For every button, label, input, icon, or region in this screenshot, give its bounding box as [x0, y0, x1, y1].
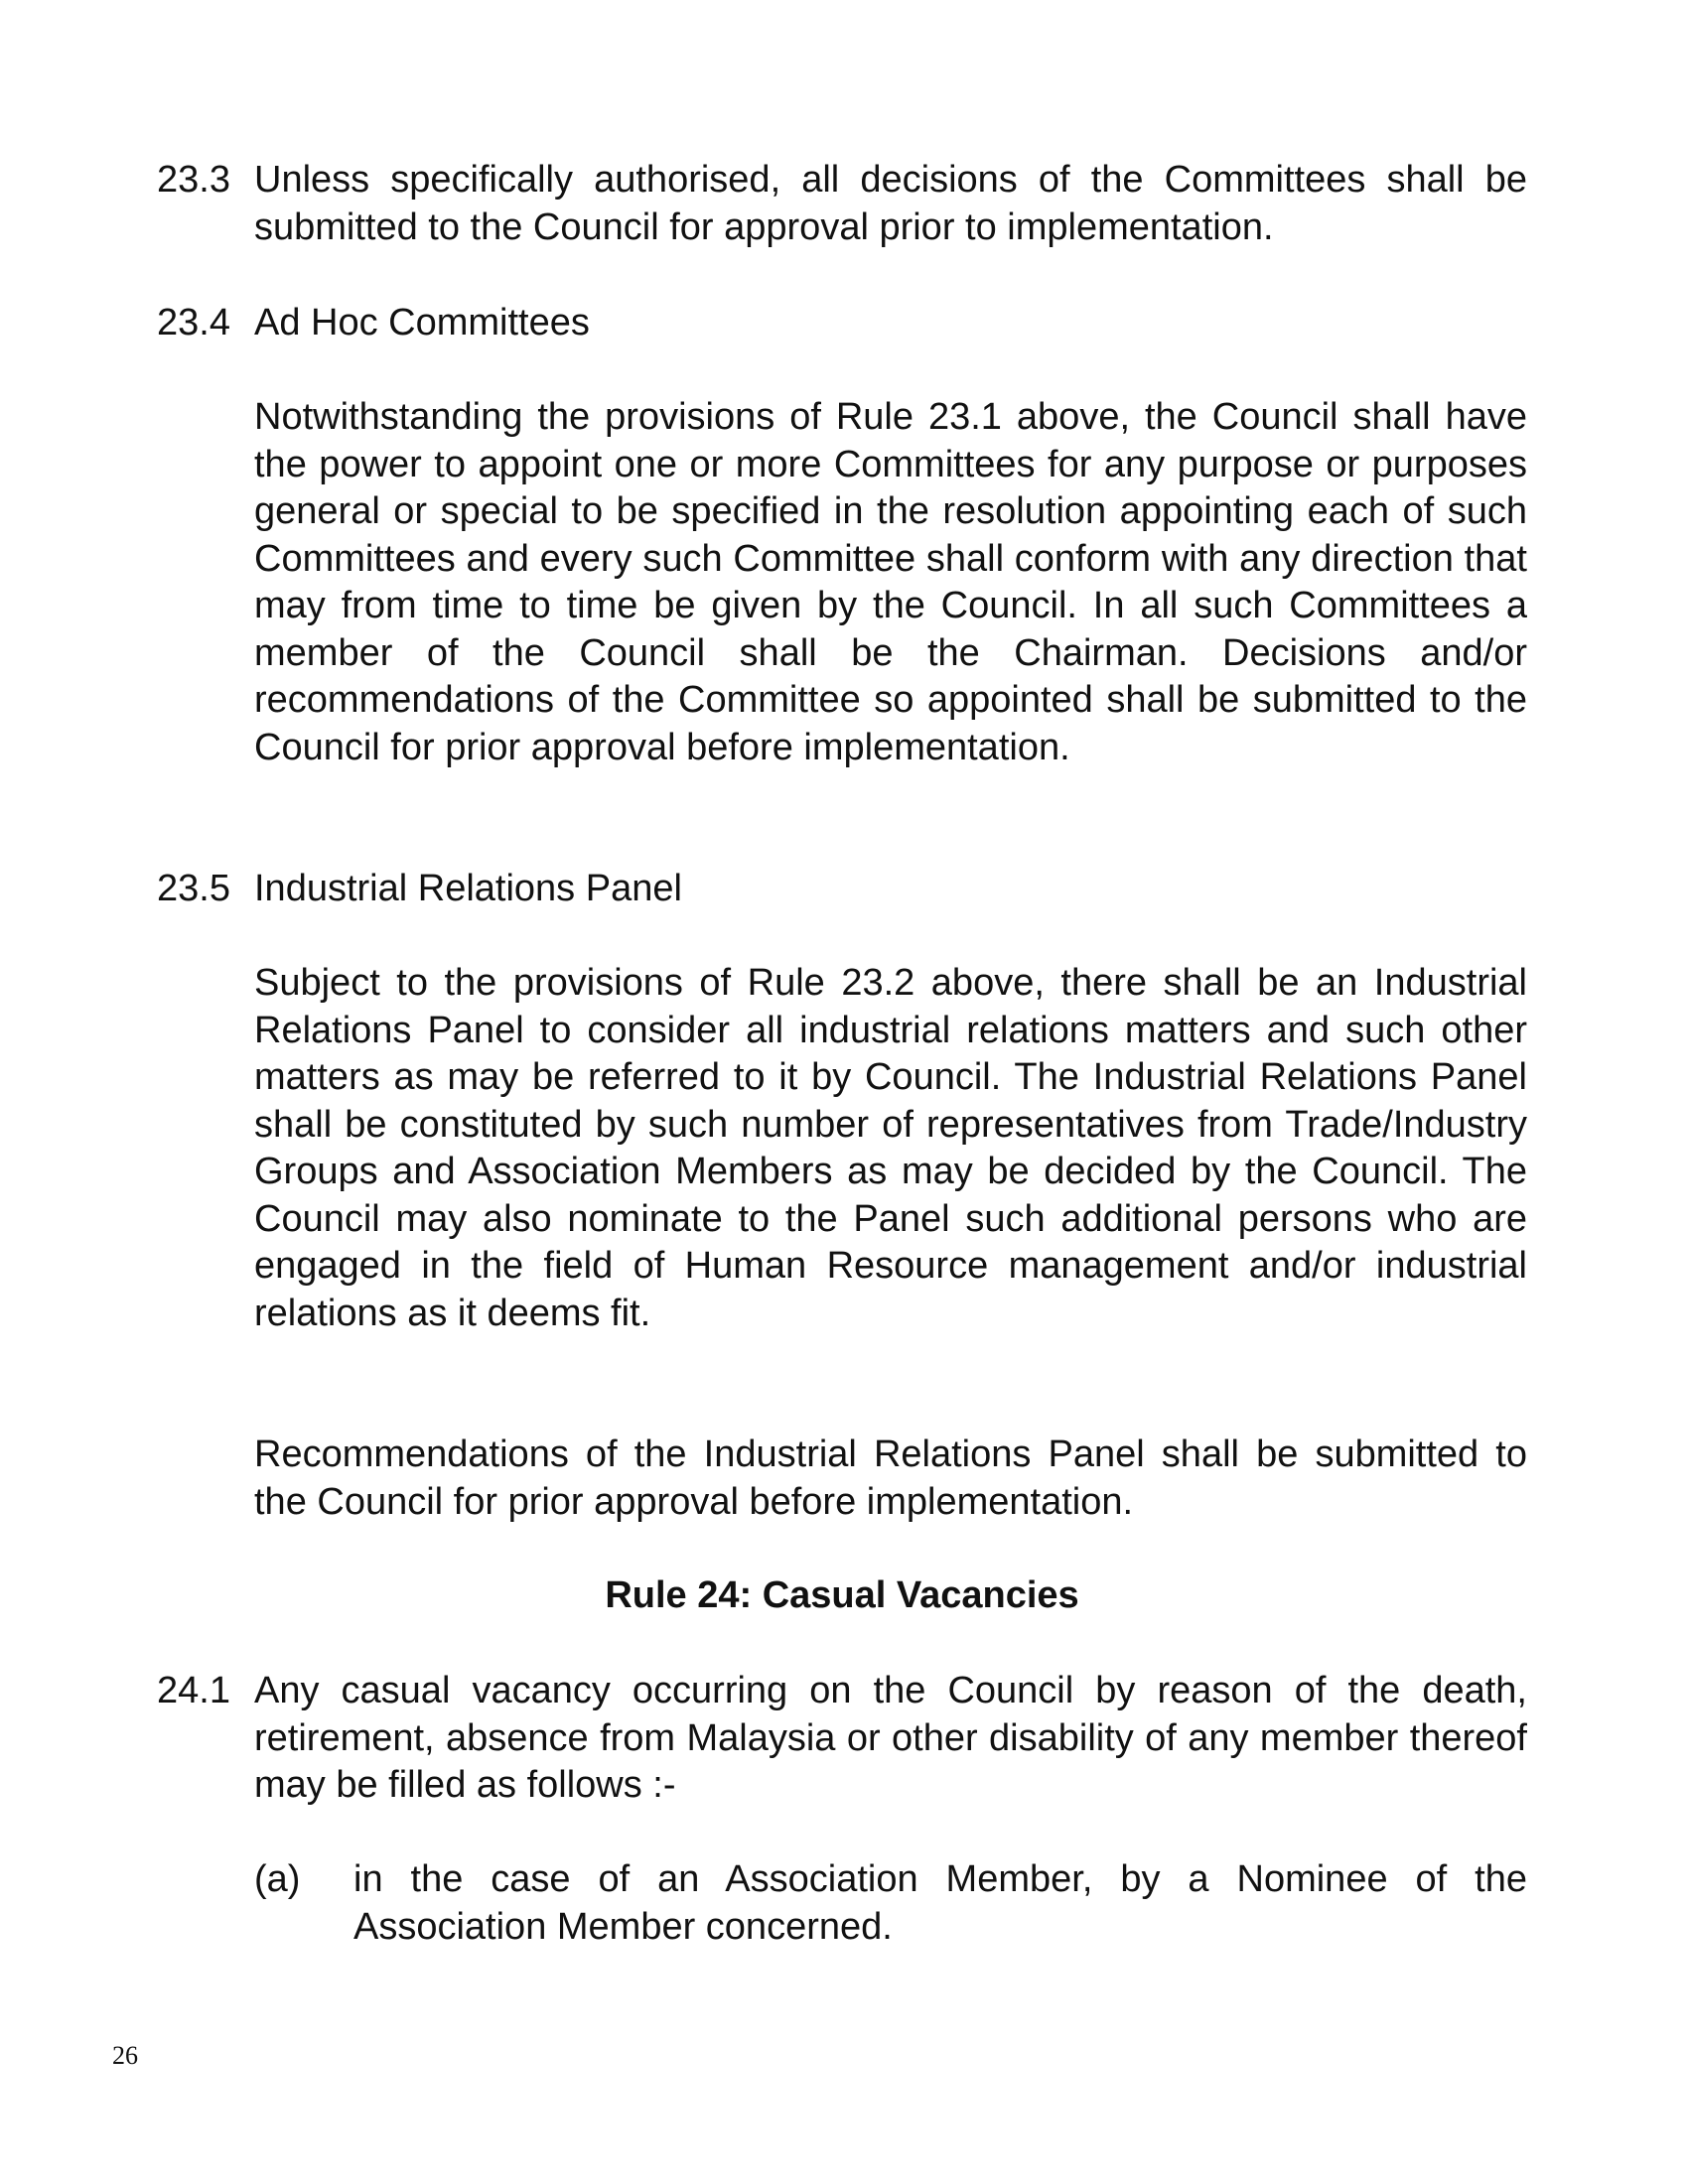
section-text: Unless specifically authorised, all decisions of the Committees shall be submitted to the Council for approval prior to implementation. — [254, 159, 1527, 248]
section-24-1 — [157, 1668, 1527, 1811]
section-24-1-subitem-a — [254, 1856, 1527, 1952]
subitem-label: (a) — [254, 1858, 301, 1900]
section-title: Industrial Relations Panel — [254, 868, 682, 909]
rule-heading: Rule 24: Casual Vacancies — [605, 1574, 1079, 1616]
subitem-text: in the case of an Association Member, by a Nominee of the Association Member concerned. — [353, 1858, 1527, 1948]
section-23-5-paragraph-1: Subject to the provisions of Rule 23.2 above, there shall be an Industrial Relations Panel to consider all industrial relations matters and such other matters as may be referred to it by Council. The Industrial Relations Panel shall be constituted by such number of representatives from Trade/Industry Groups and Association Members as may be decided by the Council. The Council may also nominate to the Panel such additional persons who are engaged in the field of Human Resource management and/or industrial relations as it deems fit. — [254, 962, 1527, 1334]
section-number: 23.4 — [157, 302, 230, 343]
section-23-4-heading — [157, 300, 1527, 347]
section-text: Any casual vacancy occurring on the Council by reason of the death, retirement, absence from Malaysia or other disability of any member thereof may be filled as follows :- — [254, 1670, 1527, 1806]
section-23-5-heading — [157, 866, 1527, 913]
section-number: 23.3 — [157, 159, 230, 201]
section-23-3 — [157, 157, 1527, 252]
section-title: Ad Hoc Committees — [254, 302, 590, 343]
section-number: 24.1 — [157, 1670, 230, 1711]
section-23-5-paragraph-2: Recommendations of the Industrial Relations Panel shall be submitted to the Council for prior approval before implementation. — [254, 1433, 1527, 1523]
section-23-4-paragraph: Notwithstanding the provisions of Rule 23.1 above, the Council shall have the power to appoint one or more Committees for any purpose or purposes general or special to be specified in the resolution appointing each of such Committees and every such Committee shall conform with any direction that may from time to time be given by the Council. In all such Committees a member of the Council shall be the Chairman. Decisions and/or recommendations of the Committee so appointed shall be submitted to the Council for prior approval before implementation. — [254, 396, 1527, 768]
page-number: 26 — [112, 2041, 138, 2070]
section-number: 23.5 — [157, 868, 230, 909]
